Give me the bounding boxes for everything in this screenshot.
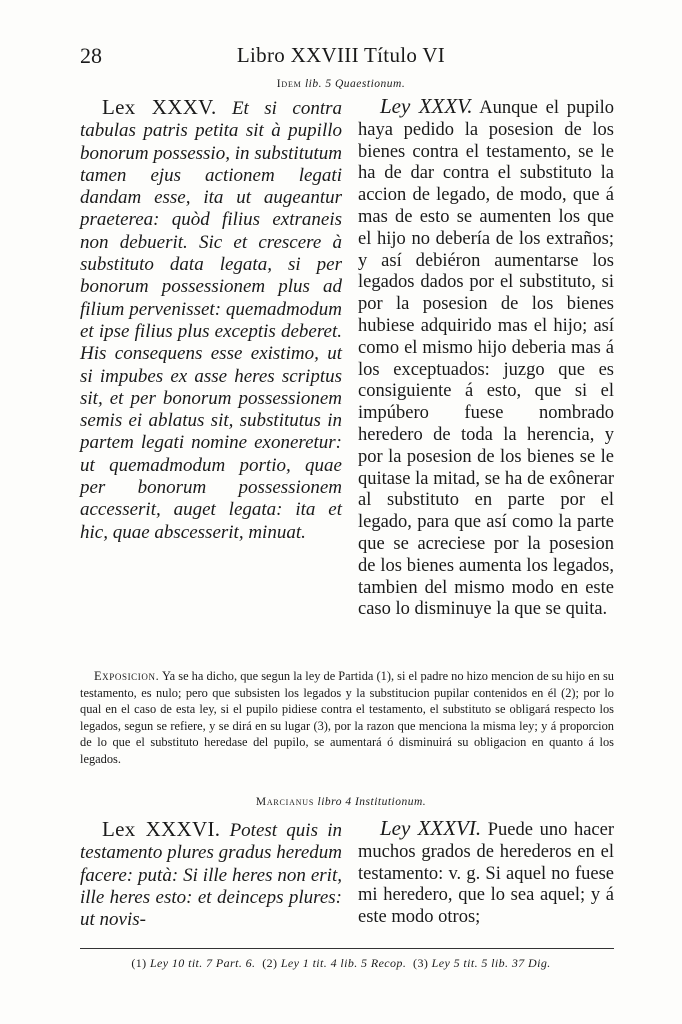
spanish-heading: Ley XXXVI. — [380, 816, 482, 840]
footnote-mark: (3) — [413, 956, 429, 970]
page-number: 28 — [80, 43, 102, 68]
attribution-law-36 — [0, 796, 682, 808]
footnote-text: Ley 1 tit. 4 lib. 5 Recop. — [280, 956, 407, 970]
spanish-column-law-36 — [358, 818, 614, 929]
attribution-author: Idem — [276, 78, 302, 90]
running-head: Libro XXVIII Título VI — [236, 43, 446, 67]
exposicion-text: Ya se ha dicho, que segun la ley de Partida (1), si el padre no hizo mencion de su hijo en su testamento, es nulo; pero que subsisten los legados y la substitucion pupilar contenidos en él (2); por lo qual en el caso de esta ley, si el pupilo pidiese contra el testamento, el substituto se obligará respecto los legados, segun se refiere, y se dirá en su lugar (3), por la razon que menciona la misma ley; y á proporcion de lo que el substituto heredase del pupilo, se aumentará ó disminuirá su obligacion en quanto á los legados. — [80, 669, 614, 766]
latin-column-law-35 — [80, 96, 342, 544]
spanish-paragraph — [358, 818, 614, 929]
latin-text: Et si contra tabulas patris petita sit à pupillo bonorum possessio, in substitutum tamen ejus actionem legati dandam esse, ita ut augeantur praeterea: quòd filius extraneis non debuerit. Sic et crescere à substituto data legata, si per bonorum possessionem plus ad filium pervenisset: quemadmodum et ipse filius plus exceptis deberet. His consequens esse existimo, ut si impubes ex asse heres scriptus sit, et per bonorum possessionem semis ei ablatus sit, substitutus in partem legati nomine exoneretur: ut quemadmodum portio, quae per bonorum possessionem accesserit, auget legata: ita et hic, quae abscesserit, minuat. — [80, 98, 342, 543]
latin-paragraph — [80, 818, 342, 931]
spanish-column-law-35 — [358, 96, 614, 621]
latin-heading: Lex XXXV. — [102, 95, 217, 119]
footnotes — [0, 956, 682, 971]
spanish-text: Aunque el pupilo haya pedido la posesion de los bienes contra el testamento, se le ha de dar contra el substituto la accion de legado, de modo, que á mas de esto se aumenten los que el hijo no debería de los extraños; y así debiéron aumentarse los legados dados por el substituto, si por la posesion de los bienes hubiese adquirido mas el hijo; así como el mismo hijo deberia mas á los exceptuados: juzgo que es consiguiente á esto, que si el impúbero fuese nombrado heredero de toda la herencia, y por la posesion de los bienes se le quitase la mitad, se ha de exônerar al substituto en parte por el legado, para que así como la parte que se acreciese por la posesion de los bienes aumenta los legados, tambien del mismo modo en este caso lo disminuye la que se quita. — [358, 98, 614, 620]
exposicion-label: Exposicion. — [94, 669, 160, 683]
exposicion-paragraph — [80, 668, 614, 768]
footnote-rule — [80, 948, 614, 949]
footnote-mark: (2) — [262, 956, 278, 970]
spanish-heading: Ley XXXV. — [380, 94, 473, 118]
footnote-mark: (1) — [131, 956, 147, 970]
latin-column-law-36 — [80, 818, 342, 931]
spanish-paragraph — [358, 96, 614, 621]
attribution-author: Marcianus — [255, 796, 315, 808]
footnote-text: Ley 10 tit. 7 Part. 6. — [149, 956, 256, 970]
footnote-text: Ley 5 tit. 5 lib. 37 Dig. — [431, 956, 551, 970]
attribution-source: lib. 5 Quaestionum. — [304, 78, 406, 90]
latin-paragraph — [80, 96, 342, 544]
latin-heading: Lex XXXVI. — [102, 817, 221, 841]
latin-text: Potest quis in testamento plures gradus heredum facere: putà: Si ille heres non erit, ille heres esto: et deinceps plures: ut novis- — [80, 820, 342, 931]
attribution-source: libro 4 Institutionum. — [317, 796, 427, 808]
attribution-law-35 — [0, 78, 682, 90]
spanish-text: Puede uno hacer muchos grados de herederos en el testamento: v. g. Si aquel no fuese mi heredero, que lo sea aquel; y á este modo otros; — [358, 820, 614, 928]
